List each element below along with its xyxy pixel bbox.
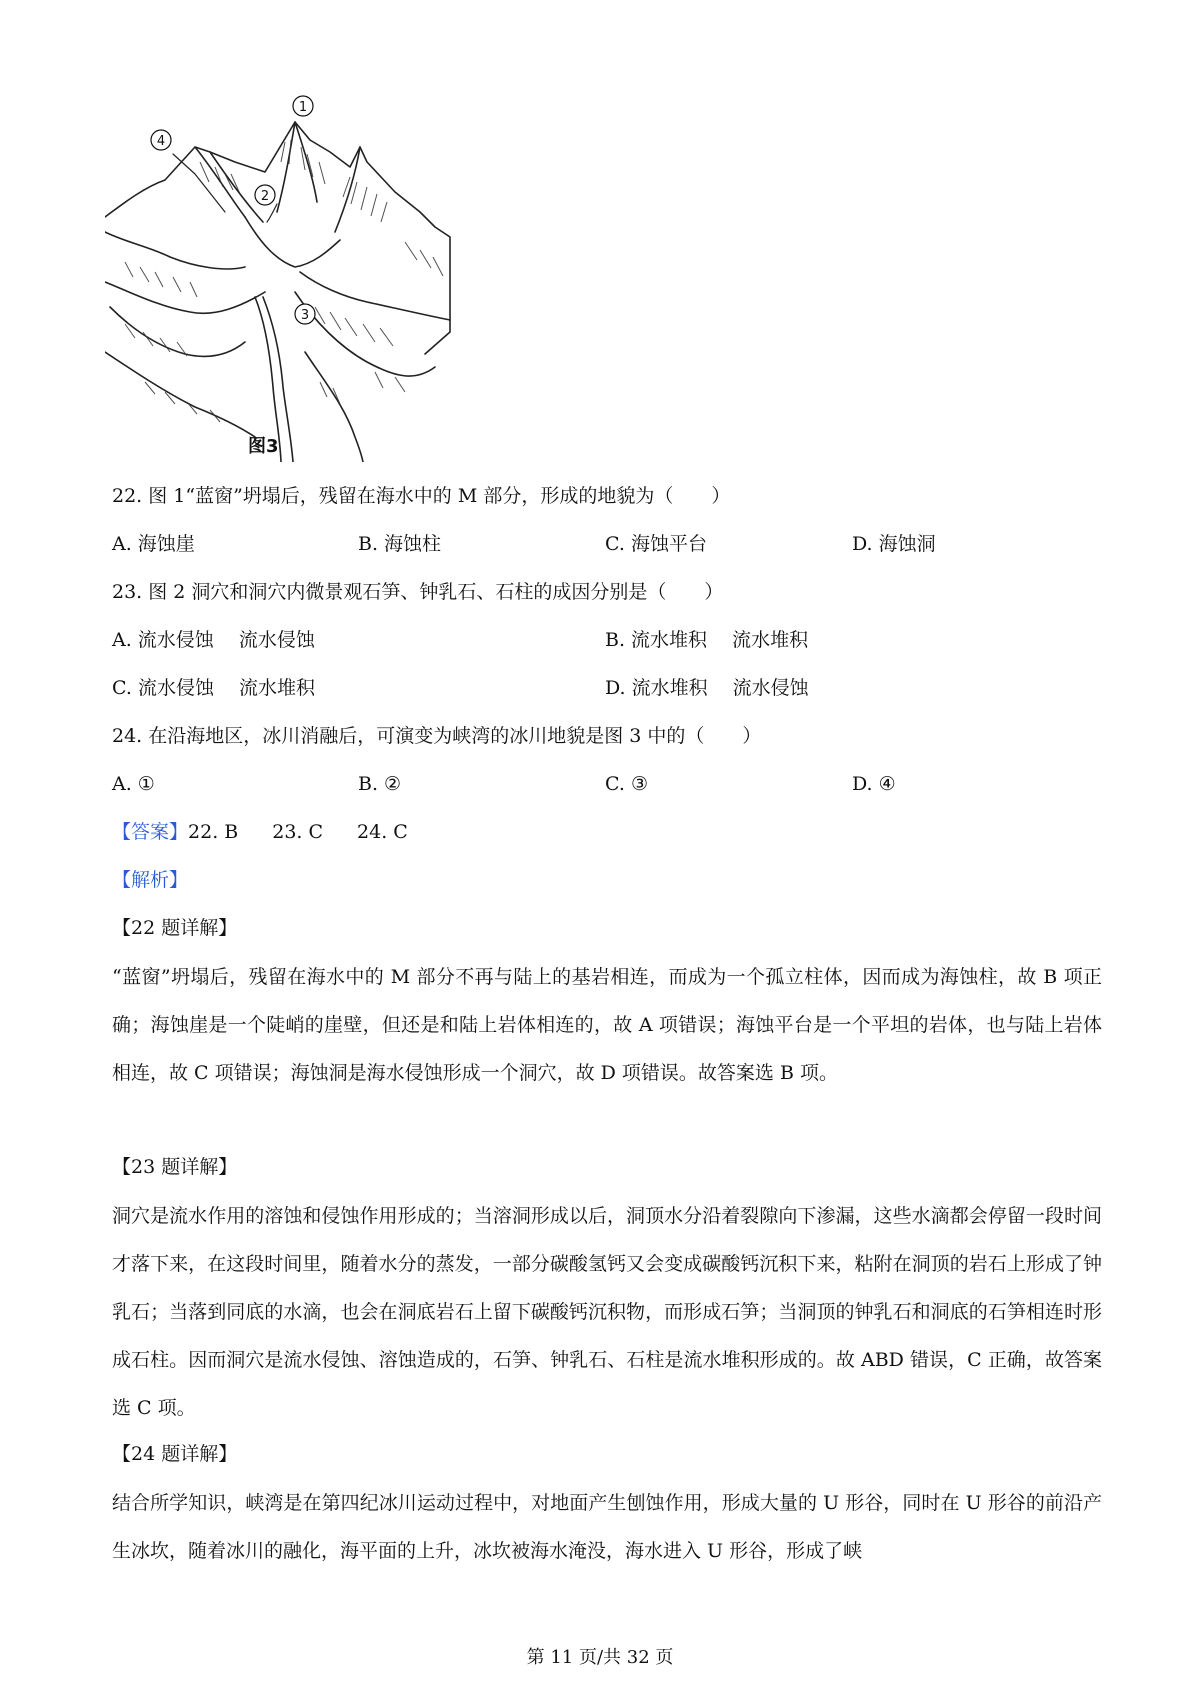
q24-option-b: B. ② <box>358 773 402 795</box>
glacier-sketch <box>105 92 467 462</box>
detail-23-text <box>112 1192 1102 1432</box>
figure-caption: 图3 <box>248 436 279 457</box>
answer-line <box>112 820 408 844</box>
detail-23-heading: 【23 题详解】 <box>112 1156 238 1178</box>
analysis-label: 【解析】 <box>112 869 189 891</box>
marker-1: 1 <box>298 100 308 115</box>
q22-option-c: C. 海蚀平台 <box>605 533 707 555</box>
q23-option-a: A. 流水侵蚀 流水侵蚀 <box>112 629 315 651</box>
marker-2: 2 <box>260 189 270 204</box>
question-24-stem: 24. 在沿海地区，冰川消融后，可演变为峡湾的冰川地貌是图 3 中的（ ） <box>112 725 762 747</box>
q23-option-b: B. 流水堆积 流水堆积 <box>605 629 809 651</box>
detail-23-paragraph: 洞穴是流水作用的溶蚀和侵蚀作用形成的；当溶洞形成以后，洞顶水分沿着裂隙向下渗漏，这些水滴都会停留一段时间才落下来，在这段时间里，随着水分的蒸发，一部分碳酸氢钙又会变成碳酸钙沉积下来，粘附在洞顶的岩石上形成了钟乳石；当落到同底的水滴，也会在洞底岩石上留下碳酸钙沉积物，而形成石笋；当洞顶的钟乳石和洞底的石笋相连时形成石柱。因而洞穴是流水侵蚀、溶蚀造成的，石笋、钟乳石、石柱是流水堆积形成的。故 ABD 错误，C 正确，故答案选 C 项。 <box>112 1205 1102 1419</box>
q24-option-c: C. ③ <box>605 773 648 795</box>
answer-label: 【答案】 <box>112 821 189 843</box>
answer-24: 24. C <box>357 821 408 843</box>
q24-option-a: A. ① <box>112 773 155 795</box>
glacier-landform-figure <box>105 92 467 462</box>
detail-24-heading: 【24 题详解】 <box>112 1443 238 1465</box>
detail-22-paragraph: “蓝窗”坍塌后，残留在海水中的 M 部分不再与陆上的基岩相连，而成为一个孤立柱体，因而成为海蚀柱，故 B 项正确；海蚀崖是一个陡峭的崖壁，但还是和陆上岩体相连的，故 A 项错误；海蚀平台是一个平坦的岩体，也与陆上岩体相连，故 C 项错误；海蚀洞是海水侵蚀形成一个洞穴，故 D 项错误。故答案选 B 项。 <box>112 966 1102 1084</box>
q23-option-d: D. 流水堆积 流水侵蚀 <box>605 677 809 699</box>
q22-option-a: A. 海蚀崖 <box>112 533 195 555</box>
q24-option-d: D. ④ <box>852 773 896 795</box>
answer-23: 23. C <box>272 821 324 843</box>
question-22-stem: 22. 图 1“蓝窗”坍塌后，残留在海水中的 M 部分，形成的地貌为（ ） <box>112 485 731 507</box>
page-footer: 第 11 页/共 32 页 <box>526 1647 674 1668</box>
detail-22-text <box>112 953 1102 1097</box>
question-23-stem: 23. 图 2 洞穴和洞穴内微景观石笋、钟乳石、石柱的成因分别是（ ） <box>112 581 724 603</box>
marker-3: 3 <box>300 308 310 323</box>
marker-4: 4 <box>156 134 166 149</box>
q22-option-b: B. 海蚀柱 <box>358 533 442 555</box>
answer-22: 22. B <box>188 821 239 843</box>
detail-24-text <box>112 1479 1102 1575</box>
detail-22-heading: 【22 题详解】 <box>112 917 238 939</box>
detail-24-paragraph: 结合所学知识，峡湾是在第四纪冰川运动过程中，对地面产生刨蚀作用，形成大量的 U 形谷，同时在 U 形谷的前沿产生冰坎，随着冰川的融化，海平面的上升，冰坎被海水淹没，海水进入 U 形谷，形成了峡 <box>112 1492 1102 1562</box>
q22-option-d: D. 海蚀洞 <box>852 533 936 555</box>
q23-option-c: C. 流水侵蚀 流水堆积 <box>112 677 315 699</box>
